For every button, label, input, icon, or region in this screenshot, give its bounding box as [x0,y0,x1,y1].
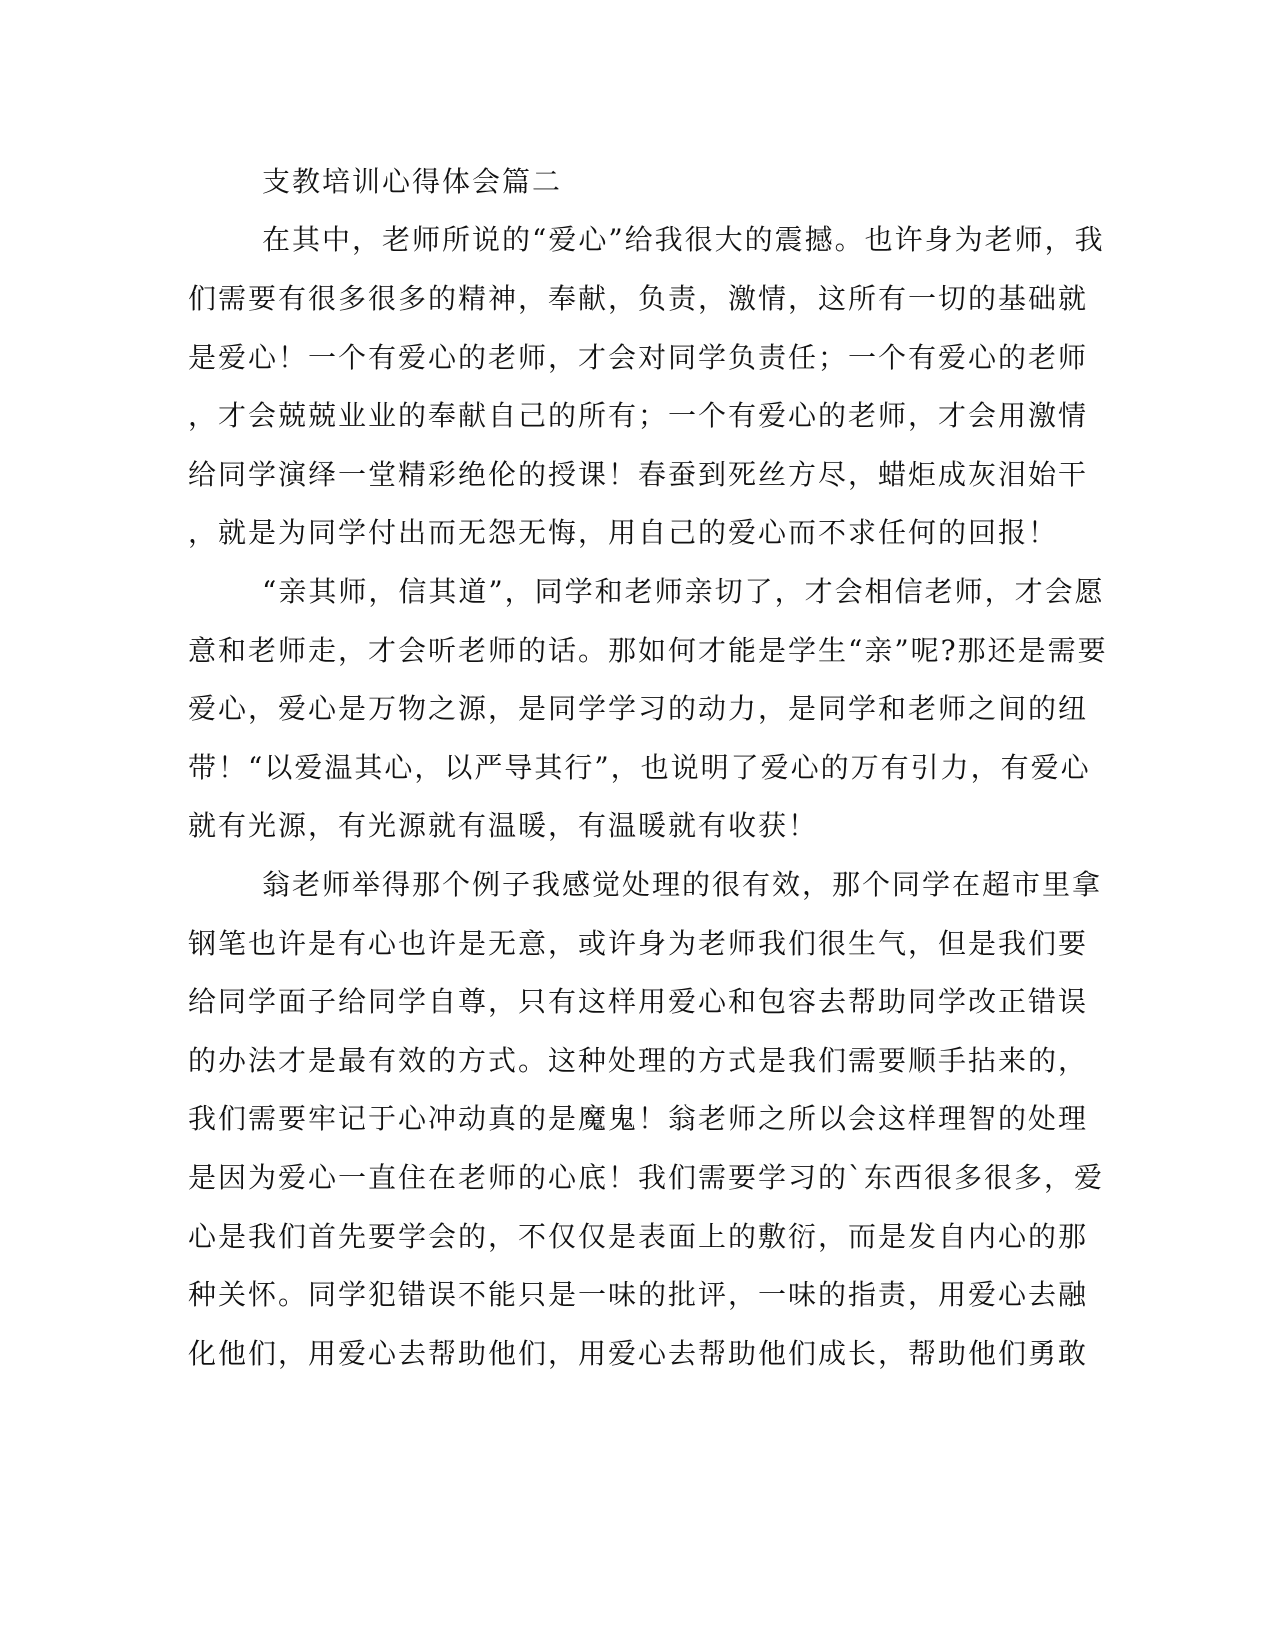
paragraph-line: 意和老师走，才会听老师的话。那如何才能是学生“亲”呢?那还是需要 [188,634,1108,667]
paragraph-line: 在其中，老师所说的“爱心”给我很大的震撼。也许身为老师，我 [262,223,1105,256]
document-title: 支教培训心得体会篇二 [262,165,563,198]
paragraph-line: 就有光源，有光源就有温暖，有温暖就有收获！ [188,809,819,842]
paragraph-line: 们需要有很多很多的精神，奉献，负责，激情，这所有一切的基础就 [188,282,1089,315]
paragraph-line: ，就是为同学付出而无怨无悔，用自己的爱心而不求任何的回报！ [188,516,1059,549]
paragraph-line: 翁老师举得那个例子我感觉处理的很有效，那个同学在超市里拿 [262,868,1103,901]
paragraph-line: 带！“以爱温其心，以严导其行”，也说明了爱心的万有引力，有爱心 [188,751,1091,784]
paragraph-line: 给同学面子给同学自尊，只有这样用爱心和包容去帮助同学改正错误 [188,985,1089,1018]
paragraph-line: 钢笔也许是有心也许是无意，或许身为老师我们很生气，但是我们要 [188,927,1089,960]
paragraph-line: 我们需要牢记于心冲动真的是魔鬼！翁老师之所以会这样理智的处理 [188,1102,1089,1135]
paragraph-line: 化他们，用爱心去帮助他们，用爱心去帮助他们成长，帮助他们勇敢 [188,1337,1089,1370]
paragraph-line: 的办法才是最有效的方式。这种处理的方式是我们需要顺手拈来的， [188,1044,1089,1077]
paragraph-line: ，才会兢兢业业的奉献自己的所有；一个有爱心的老师，才会用激情 [188,399,1089,432]
paragraph-line: 种关怀。同学犯错误不能只是一味的批评，一味的指责，用爱心去融 [188,1278,1089,1311]
paragraph-line: 爱心，爱心是万物之源，是同学学习的动力，是同学和老师之间的纽 [188,692,1089,725]
paragraph-line: 是因为爱心一直住在老师的心底！我们需要学习的`东西很多很多，爱 [188,1161,1105,1194]
paragraph-line: 心是我们首先要学会的，不仅仅是表面上的敷衍，而是发自内心的那 [188,1220,1089,1253]
paragraph-line: 给同学演绎一堂精彩绝伦的授课！春蚕到死丝方尽，蜡炬成灰泪始干 [188,458,1089,491]
paragraph-line: 是爱心！一个有爱心的老师，才会对同学负责任；一个有爱心的老师 [188,341,1089,374]
paragraph-line: “亲其师，信其道”，同学和老师亲切了，才会相信老师，才会愿 [262,575,1105,608]
